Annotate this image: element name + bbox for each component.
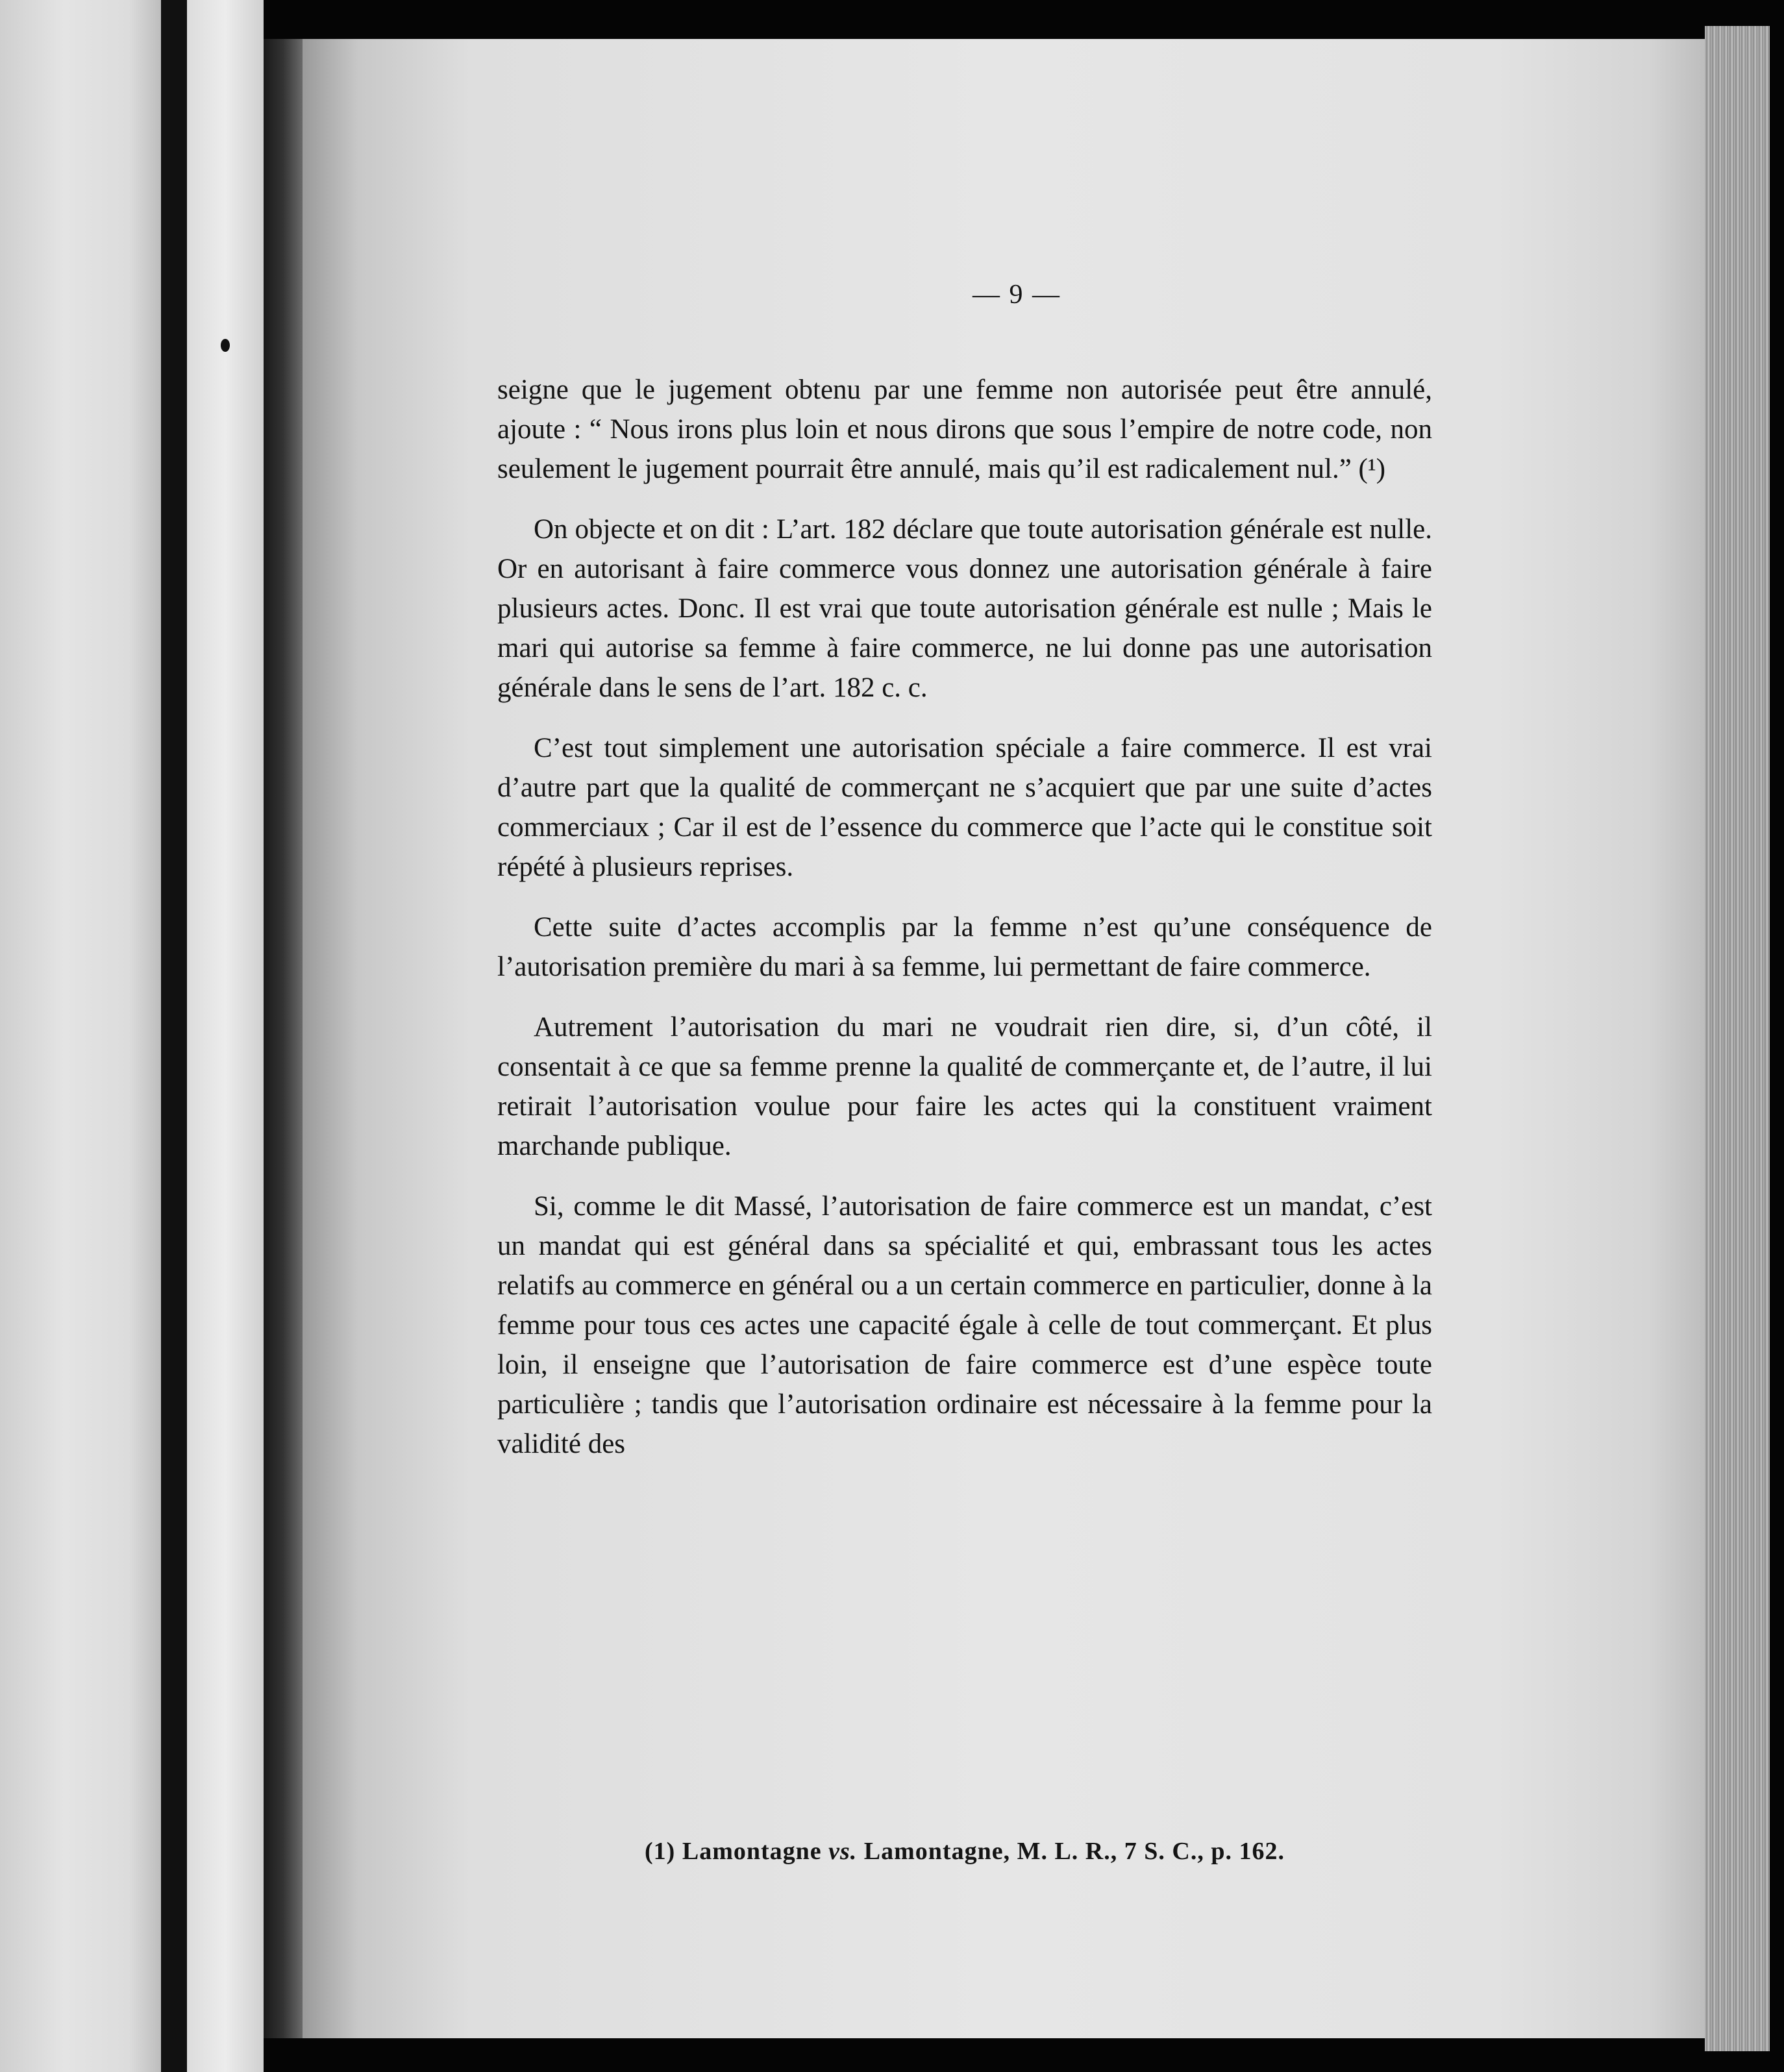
footnote-party-a: Lamontagne [682,1838,822,1865]
facing-page-edge [0,0,161,2072]
paragraph-5: Autrement l’autorisation du mari ne voudrait rien dire, si, d’un côté, il consentait à ce que sa femme prenne la qualité de commerçante et, de l’autre, il lui retirait l’autorisation voulue pour faire les actes qui la constituent vraiment marchande publique. [497,1012,1432,1161]
binding-shadow [264,39,303,2038]
paragraph-1: seigne que le jugement obtenu par une femme non autorisée peut être annulé, ajoute : “ Nous irons plus loin et nous dirons que sous l’empire de notre code, non seulement le jugement pourrait être annulé, mais qu’il est radicalement nul.” (¹) [497,375,1432,484]
paragraph-2: On objecte et on dit : L’art. 182 déclare que toute autorisation générale est nulle. Or en autorisant à faire commerce vous donnez une autorisation générale à faire plusieurs actes. Donc. Il est vrai que toute autorisation générale est nulle ; Mais le mari qui autorise sa femme à faire commerce, ne lui donne pas une autorisation générale dans le sens de l’art. 182 c. c. [497,514,1432,703]
footnote-marker: (1) [645,1838,676,1865]
page-content [497,0,1432,2072]
paragraph-6: Si, comme le dit Massé, l’autorisation de faire commerce est un mandat, c’est un mandat qui est général dans sa spécialité et qui, embrassant tous les actes relatifs au commerce en général ou a un certain commerce en particulier, donne à la femme pour tous ces actes une capacité égale à celle de tout commerçant. Et plus loin, il enseigne que l’autorisation de faire commerce est d’une espèce toute particulière ; tandis que l’autorisation ordinaire est nécessaire à la femme pour la validité des [497,1191,1432,1459]
page-stack-edges [1705,26,1770,2051]
paragraph-4: Cette suite d’actes accomplis par la femme n’est qu’une conséquence de l’autorisation première du mari à sa femme, lui permettant de faire commerce. [497,912,1432,982]
footnote-citation: Lamontagne, M. L. R., 7 S. C., p. 162. [863,1838,1285,1865]
binding-strip [187,0,264,2072]
gutter-shadow [161,0,187,2072]
paragraph-3: C’est tout simplement une autorisation spéciale a faire commerce. Il est vrai d’autre part que la qualité de commerçant ne s’acquiert que par une suite d’actes commerciaux ; Car il est de l’essence du commerce que l’acte qui le constitue soit répété à plusieurs reprises. [497,733,1432,882]
footnote [497,1837,1432,1866]
page-number: — 9 — [973,280,1061,310]
footnote-versus: vs. [828,1838,858,1865]
body-text [497,370,1432,1485]
margin-dot [221,339,230,352]
